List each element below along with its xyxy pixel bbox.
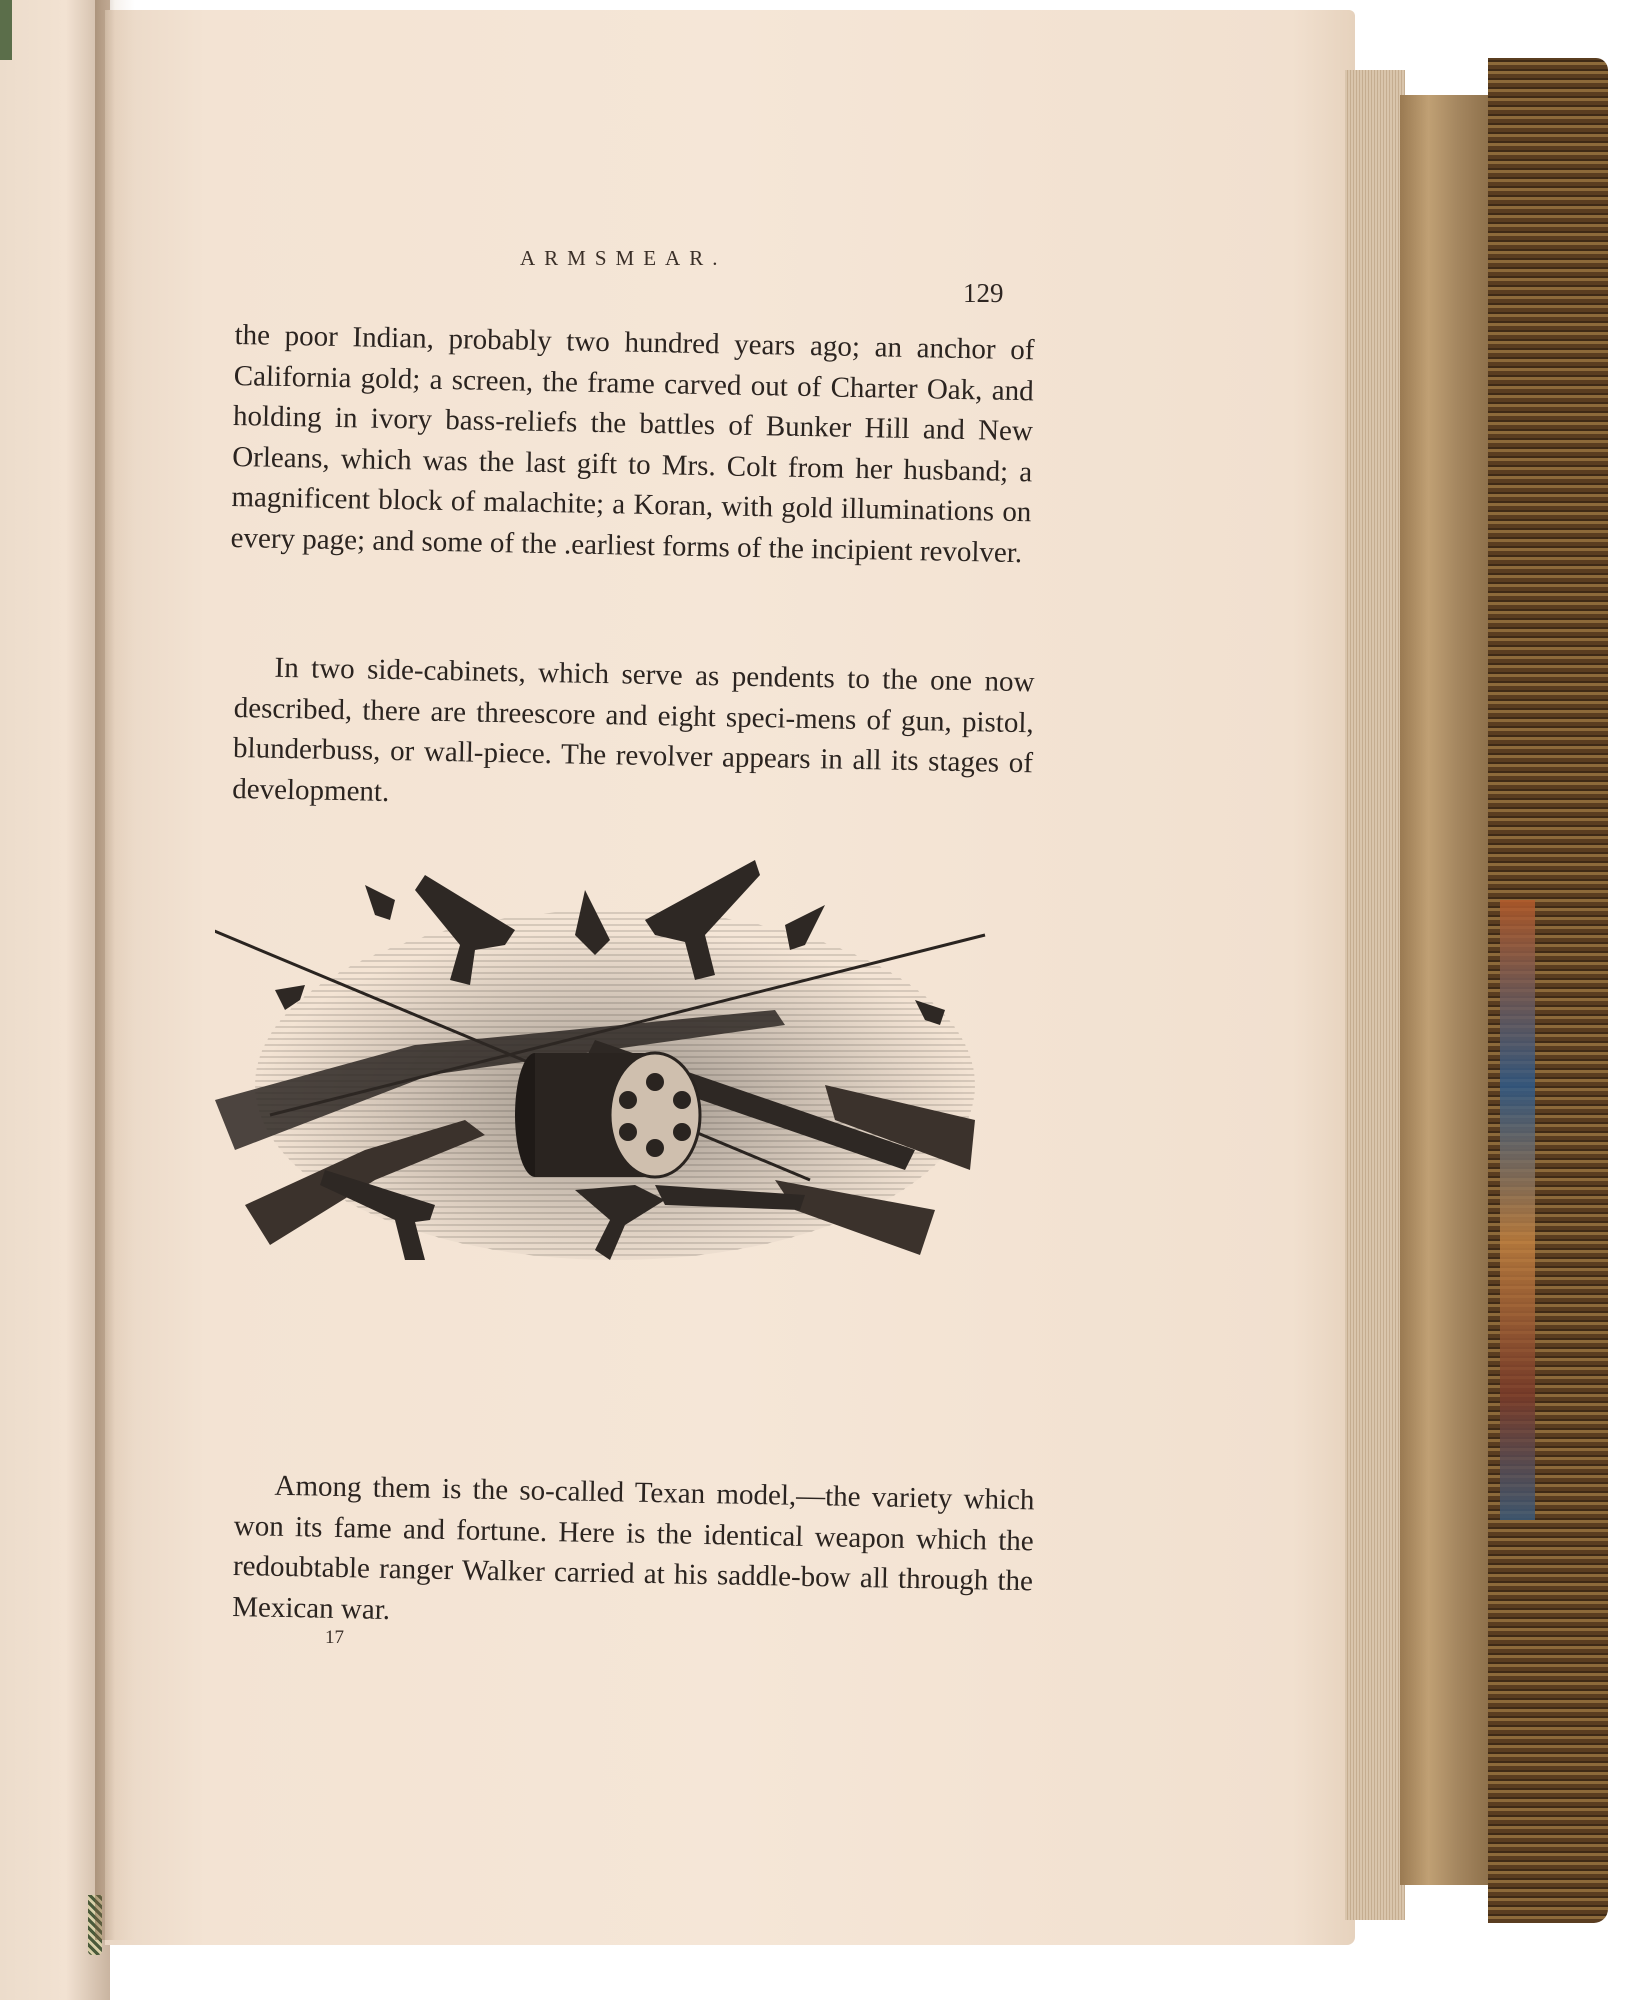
left-page — [0, 0, 110, 2000]
paragraph: the poor Indian, probably two hundred years ago; an anchor of California gold; a screen, the frame carved out of Charter Oak, and holding in ivory bass-reliefs the battles of Bunker Hill and New Orleans, which was the last gift to Mrs. Colt from her husband; a magnificent block of malachite; a Koran, with gold illuminations on every page; and some of the .earliest forms of the incipient revolver. — [230, 318, 1035, 569]
text-block-middle — [232, 647, 1035, 824]
gilt-page-edge — [1400, 95, 1495, 1885]
running-head: ARMSMEAR. — [520, 246, 727, 270]
text-block-bottom — [232, 1465, 1035, 1642]
text-block-top — [230, 315, 1035, 573]
firearms-engraving — [215, 850, 1015, 1270]
signature-mark: 17 — [325, 1627, 344, 1648]
paragraph: Among them is the so-called Texan model,—the variety which won its fame and fortune. Here is the identical weapon which the redoubtable ranger Walker carried at his saddle-bow all through the Mexican war. — [231, 1469, 1035, 1626]
marbled-endpaper — [1500, 900, 1535, 1520]
gutter-shadow — [95, 0, 135, 1940]
page-stack — [1345, 70, 1405, 1920]
left-cover-edge — [0, 0, 12, 60]
paragraph: In two side-cabinets, which serve as pendents to the one now described, there are threescore and eight speci-mens of gun, pistol, blunderbuss, or wall-piece. The revolver appears in all its stages of development. — [231, 651, 1035, 808]
page-number: 129 — [963, 278, 1004, 308]
